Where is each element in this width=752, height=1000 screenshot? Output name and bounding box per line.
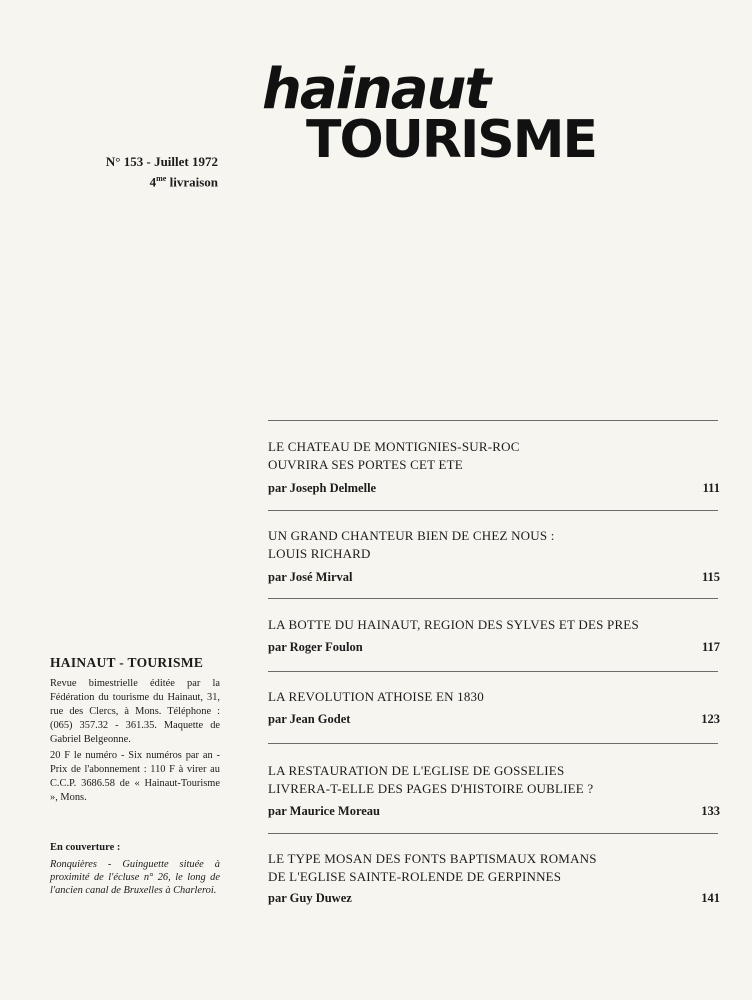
toc-entry[interactable]	[268, 616, 720, 654]
toc-entry-title: LA BOTTE DU HAINAUT, REGION DES SYLVES ET DES PRES	[268, 617, 639, 632]
publisher-details: Revue bimestrielle éditée par la Fédération du tourisme du Hainaut, 31, rue des Clercs, à Mons. Téléphone : (065) 357.32 - 361.35. Maquette de Gabriel Belgeonne.	[50, 678, 220, 745]
toc-entry-title: DE L'EGLISE SAINTE-ROLENDE DE GERPINNES	[268, 869, 562, 884]
toc-divider	[268, 598, 718, 599]
delivery-suffix: me	[156, 174, 167, 183]
toc-entry-page: 133	[701, 804, 720, 818]
toc-entry-title: LOUIS RICHARD	[268, 546, 371, 561]
publication-info	[50, 655, 220, 805]
toc-entry-title: LE TYPE MOSAN DES FONTS BAPTISMAUX ROMANS	[268, 851, 597, 866]
cover-caption-text: Ronquières - Guinguette située à proximité de l'écluse n° 26, le long de l'ancien canal de Bruxelles à Charleroi.	[50, 859, 220, 896]
publication-title: HAINAUT - TOURISME	[50, 655, 204, 670]
toc-entry-page: 117	[701, 640, 720, 654]
delivery-word: livraison	[169, 174, 218, 190]
toc-entry-page: 141	[701, 891, 720, 905]
issue-number-date: N° 153 - Juillet 1972	[105, 154, 218, 169]
toc-entry-title: LIVRERA-T-ELLE DES PAGES D'HISTOIRE OUBLIEE ?	[268, 781, 594, 796]
toc-entry-page: 115	[701, 570, 720, 584]
toc-divider	[268, 420, 718, 421]
toc-entry-title: LA REVOLUTION ATHOISE EN 1830	[268, 689, 484, 704]
toc-entry-title: UN GRAND CHANTEUR BIEN DE CHEZ NOUS :	[268, 528, 555, 543]
toc-entry-page: 123	[701, 712, 720, 726]
toc-entry-author: par Joseph Delmelle	[268, 481, 377, 495]
toc-entry-page: 111	[702, 481, 720, 495]
toc-entry-author: par José Mirval	[268, 570, 353, 584]
toc-entry-author: par Guy Duwez	[268, 891, 352, 905]
masthead-word-tourisme: TOURISME	[306, 110, 597, 170]
toc-entry[interactable]	[268, 850, 720, 905]
toc-entry[interactable]	[268, 438, 720, 495]
toc-entry[interactable]	[268, 762, 720, 818]
toc-divider	[268, 510, 718, 511]
cover-caption-heading: En couverture :	[50, 842, 121, 853]
toc-entry-title: LE CHATEAU DE MONTIGNIES-SUR-ROC	[268, 439, 520, 454]
toc-divider	[268, 833, 718, 834]
toc-entry[interactable]	[268, 527, 720, 584]
toc-entry[interactable]	[268, 688, 720, 726]
masthead-word-hainaut: hainaut	[262, 57, 490, 122]
issue-delivery	[88, 170, 218, 190]
toc-entry-title: LA RESTAURATION DE L'EGLISE DE GOSSELIES	[268, 763, 565, 778]
toc-entry-title: OUVRIRA SES PORTES CET ETE	[268, 457, 463, 472]
subscription-details: 20 F le numéro - Six numéros par an - Prix de l'abonnement : 110 F à virer au C.C.P. 3686.58 de « Hainaut-Tourisme », Mons.	[50, 750, 220, 803]
toc-entry-author: par Maurice Moreau	[268, 804, 381, 818]
toc-divider	[268, 671, 718, 672]
delivery-number: 4	[149, 174, 157, 190]
toc-divider	[268, 743, 718, 744]
toc-entry-author: par Roger Foulon	[268, 640, 363, 654]
issue-info	[88, 153, 218, 190]
toc-entry-author: par Jean Godet	[268, 712, 351, 726]
